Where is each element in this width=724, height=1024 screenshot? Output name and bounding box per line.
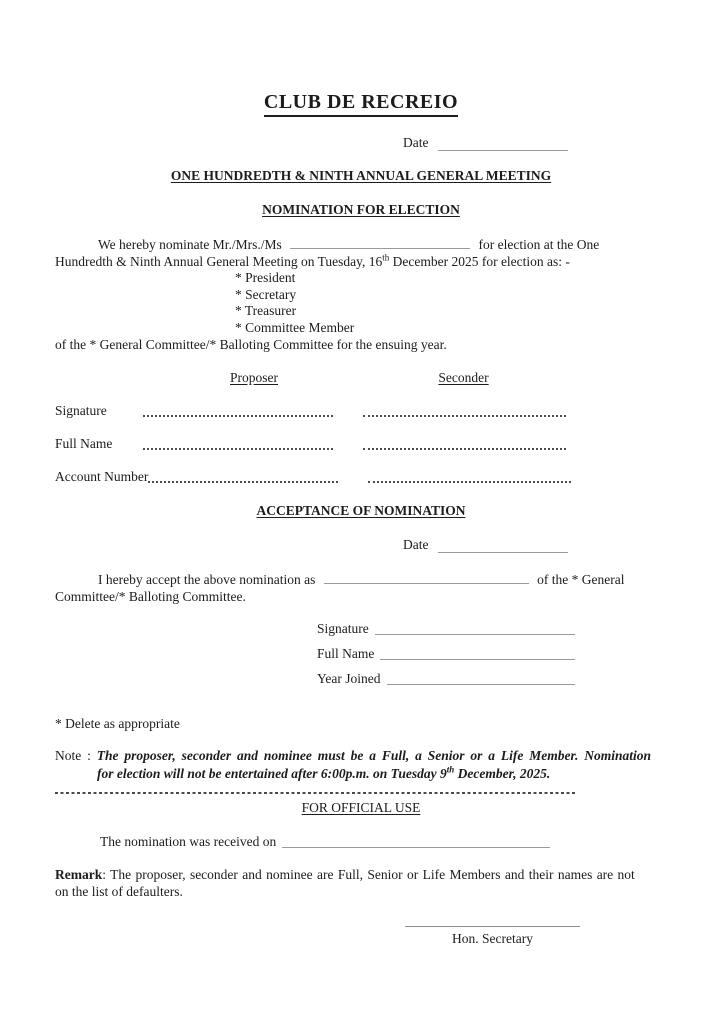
- note-ordinal-superscript: th: [446, 764, 455, 774]
- seconder-full-name-dots: [363, 435, 566, 450]
- note-text-line2a: for election will not be entertained after 6:00p.m. on Tuesday 9: [97, 765, 447, 781]
- note-text-line2b: December, 2025.: [454, 765, 551, 781]
- signature-field: [317, 620, 575, 637]
- acceptance-date-field: [403, 535, 667, 553]
- nominee-name-blank: [290, 234, 470, 249]
- remark-line2: on the list of defaulters.: [55, 884, 183, 899]
- full-name-row-label: Full Name: [55, 436, 113, 451]
- acceptance-date-label: Date: [403, 537, 429, 552]
- ordinal-superscript: th: [382, 252, 390, 263]
- nomination-intro-line1: [55, 234, 667, 253]
- year-joined-field-blank: [387, 670, 576, 685]
- acceptance-fields: [317, 620, 575, 687]
- position-option-committee-member: * Committee Member: [235, 319, 355, 335]
- account-number-row: [55, 468, 667, 485]
- seconder-account-number-dots: [368, 468, 571, 483]
- nomination-heading-row: [55, 201, 667, 218]
- note-label: Note :: [55, 748, 91, 763]
- year-joined-field: [317, 670, 575, 687]
- intro-text-line2: Hundredth & Ninth Annual General Meeting on Tuesday, 16: [55, 254, 383, 269]
- signatory-block: [405, 926, 580, 947]
- date-label: Date: [403, 135, 429, 150]
- acceptance-text-post: of the * General: [537, 572, 625, 587]
- page-title-row: [55, 90, 667, 117]
- remark: [55, 866, 667, 900]
- year-joined-field-label: Year Joined: [317, 671, 381, 686]
- full-name-field-blank: [380, 645, 575, 660]
- proposer-header: Proposer: [230, 370, 278, 385]
- acceptance-text-pre: I hereby accept the above nomination as: [98, 572, 316, 587]
- received-date-blank: [282, 847, 550, 848]
- meeting-heading: ONE HUNDREDTH & NINTH ANNUAL GENERAL MEETING: [170, 168, 552, 183]
- acceptance-date-blank: [438, 538, 568, 553]
- hon-secretary-label: Hon. Secretary: [452, 931, 533, 946]
- nomination-heading: NOMINATION FOR ELECTION: [262, 202, 460, 217]
- position-option-treasurer: * Treasurer: [235, 303, 297, 318]
- proposer-account-number-dots: [148, 468, 338, 483]
- date-blank: [438, 136, 568, 151]
- seconder-signature-dots: [363, 402, 566, 417]
- acceptance-intro-line2: Committee/* Balloting Committee.: [55, 589, 246, 604]
- proposer-signature-dots: [143, 402, 333, 417]
- page-title: CLUB DE RECREIO: [264, 90, 458, 117]
- nomination-intro-line2: [55, 253, 667, 270]
- signature-field-blank: [375, 620, 575, 635]
- signatory-line: [405, 926, 580, 927]
- position-option-secretary: * Secretary: [235, 286, 297, 302]
- proposer-full-name-dots: [143, 435, 333, 450]
- committee-line: of the * General Committee/* Balloting Committee for the ensuing year.: [55, 337, 447, 352]
- intro-text-post: for election at the One: [478, 237, 600, 252]
- remark-label: Remark: [55, 867, 103, 882]
- nomination-intro: [55, 234, 667, 270]
- dashed-separator-line: [55, 792, 575, 794]
- account-number-row-label: Account Number: [55, 469, 149, 484]
- signature-row-label: Signature: [55, 403, 107, 418]
- acceptance-intro-line1: [55, 569, 667, 588]
- date-field-top: [403, 133, 667, 151]
- remark-line1: [55, 866, 667, 883]
- note-text-line1: The proposer, seconder and nominee must be a Full, a Senior or a Life Member. Nomination: [96, 748, 652, 763]
- proposer-seconder-headers: [55, 369, 667, 386]
- member-note: [55, 747, 667, 782]
- position-option-president: * President: [235, 270, 296, 285]
- intro-text-line2b: December 2025 for election as: -: [389, 254, 570, 269]
- acceptance-heading-row: [55, 502, 667, 519]
- acceptance-heading: ACCEPTANCE OF NOMINATION: [256, 503, 466, 518]
- full-name-field: [317, 645, 575, 662]
- official-use-heading: FOR OFFICIAL USE: [301, 800, 421, 815]
- nomination-role-blank: [324, 569, 529, 584]
- official-use-heading-row: [55, 799, 667, 816]
- acceptance-intro: [55, 569, 667, 605]
- signature-row: [55, 402, 667, 419]
- member-note-line1: [55, 747, 667, 765]
- member-note-line2: [97, 765, 667, 783]
- signature-field-label: Signature: [317, 621, 369, 636]
- meeting-heading-row: [55, 167, 667, 184]
- position-options-list: [235, 270, 667, 336]
- delete-note: * Delete as appropriate: [55, 716, 180, 731]
- received-field: [100, 832, 550, 850]
- full-name-row: [55, 435, 667, 452]
- received-label: The nomination was received on: [100, 834, 277, 849]
- intro-text-pre: We hereby nominate Mr./Mrs./Ms: [98, 237, 282, 252]
- seconder-header: Seconder: [438, 370, 489, 385]
- full-name-field-label: Full Name: [317, 646, 375, 661]
- remark-text-line1: : The proposer, seconder and nominee are Full, Senior or Life Members and their names are not: [102, 867, 635, 882]
